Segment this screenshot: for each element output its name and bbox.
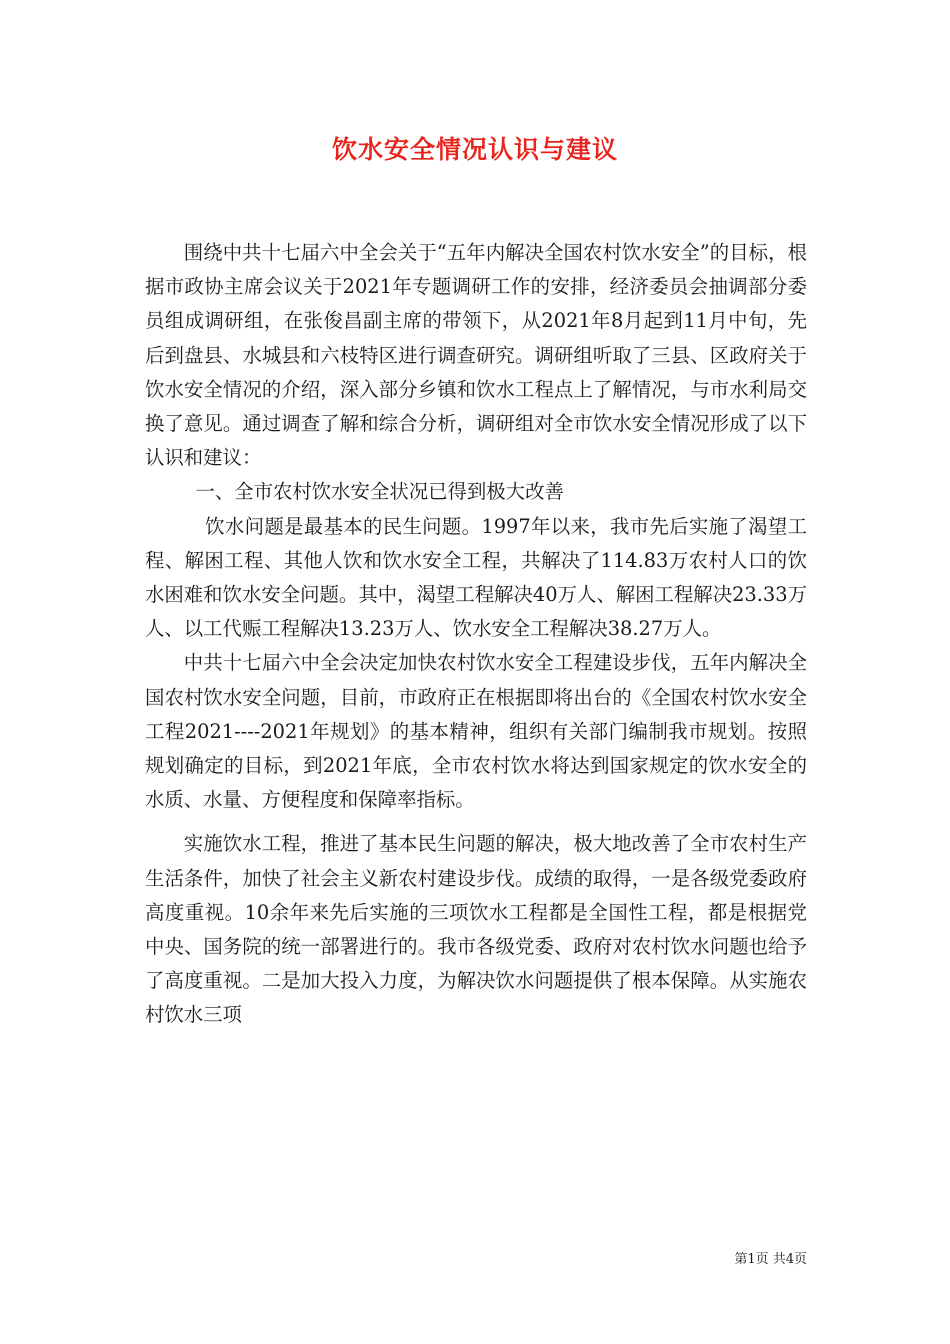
paragraph-2: 中共十七届六中全会决定加快农村饮水安全工程建设步伐，五年内解决全国农村饮水安全问题，目前，市政府正在根据即将出台的《全国农村饮水安全工程2021----2021年规划》的基本精神，组织有关部门编制我市规划。按照规划确定的目标，到2021年底，全市农村饮水将达到国家规定的饮水安全的水质、水量、方便程度和保障率指标。 <box>145 651 807 812</box>
paragraph-intro: 围绕中共十七届六中全会关于“五年内解决全国农村饮水安全”的目标，根据市政协主席会议关于2021年专题调研工作的安排，经济委员会抽调部分委员组成调研组，在张俊昌副主席的带领下，从2021年8月起到11月中旬，先后到盘县、水城县和六枝特区进行调查研究。调研组听取了三县、区政府关于饮水安全情况的介绍，深入部分乡镇和饮水工程点上了解情况，与市水利局交换了意见。通过调查了解和综合分析，调研组对全市饮水安全情况形成了以下认识和建议： <box>145 241 807 470</box>
paragraph-1: 饮水问题是最基本的民生问题。1997年以来，我市先后实施了渴望工程、解困工程、其他人饮和饮水安全工程，共解决了114.83万农村人口的饮水困难和饮水安全问题。其中，渴望工程解决40万人、解困工程解决23.33万人、以工代赈工程解决13.23万人、饮水安全工程解决38.27万人。 <box>145 514 807 641</box>
document-body <box>145 236 807 1033</box>
section-heading-1: 一、全市农村饮水安全状况已得到极大改善 <box>195 480 564 504</box>
document-title: 饮水安全情况认识与建议 <box>331 135 618 164</box>
page-number: 第1页 共4页 <box>734 1252 807 1267</box>
paragraph-3: 实施饮水工程，推进了基本民生问题的解决，极大地改善了全市农村生产生活条件，加快了社会主义新农村建设步伐。成绩的取得，一是各级党委政府高度重视。10余年来先后实施的三项饮水工程都是全国性工程，都是根据党中央、国务院的统一部署进行的。我市各级党委、政府对农村饮水问题也给予了高度重视。二是加大投入力度，为解决饮水问题提供了根本保障。从实施农村饮水三项 <box>145 832 807 1027</box>
